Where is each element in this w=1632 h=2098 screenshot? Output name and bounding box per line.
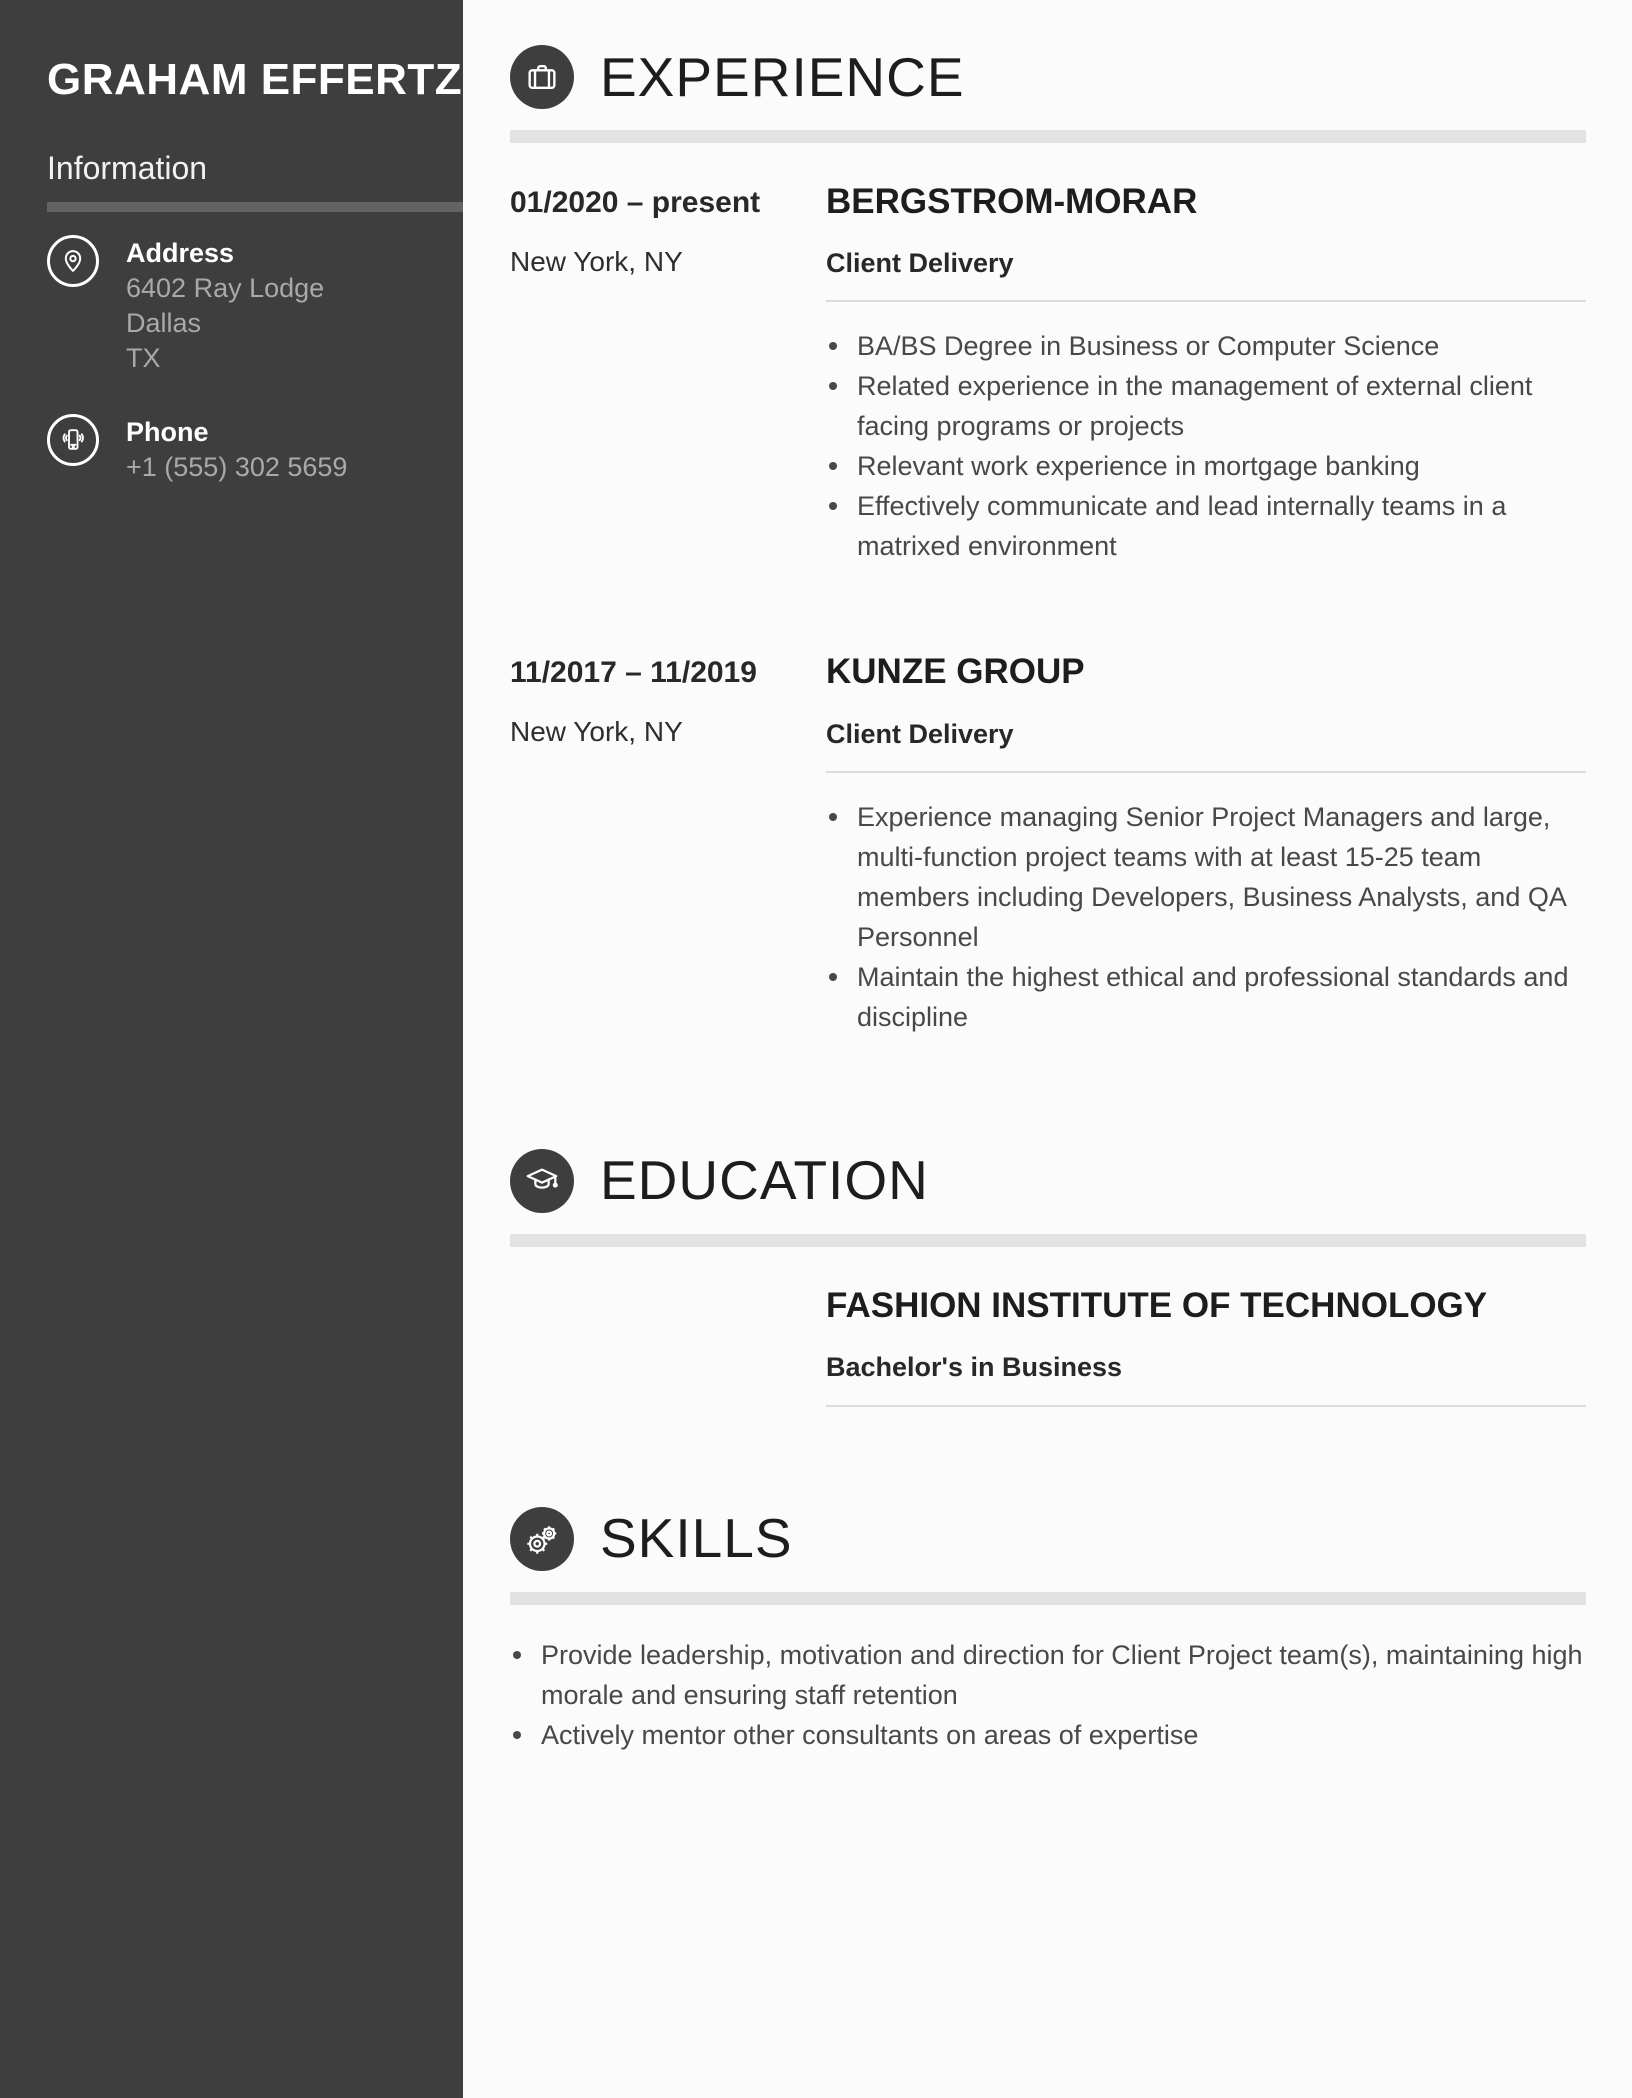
section-divider-bar bbox=[510, 1234, 1586, 1247]
contact-phone bbox=[47, 414, 463, 485]
briefcase-icon bbox=[510, 45, 574, 109]
location-pin-icon bbox=[47, 235, 99, 287]
section-divider-bar bbox=[510, 130, 1586, 143]
phone-icon bbox=[47, 414, 99, 466]
gears-icon bbox=[510, 1507, 574, 1571]
info-heading: Information bbox=[47, 150, 208, 187]
section-title-education: EDUCATION bbox=[600, 1149, 929, 1211]
bullet-item: Relevant work experience in mortgage banking bbox=[826, 446, 1586, 486]
contact-phone-text bbox=[126, 414, 347, 485]
section-education bbox=[510, 1149, 1586, 1407]
contact-line: TX bbox=[126, 343, 161, 374]
entry-body bbox=[826, 182, 1586, 566]
skills-header bbox=[510, 1507, 1586, 1571]
entry-body bbox=[826, 652, 1586, 1036]
entry-location: New York, NY bbox=[510, 716, 683, 748]
entry-date: 01/2020 – present bbox=[510, 186, 761, 219]
section-title-skills: SKILLS bbox=[600, 1507, 793, 1570]
graduation-cap-icon bbox=[510, 1149, 574, 1213]
contact-address bbox=[47, 235, 463, 376]
education-header bbox=[510, 1149, 1586, 1213]
bullet-item: Effectively communicate and lead internally teams in a matrixed environment bbox=[826, 486, 1586, 566]
bullet-item: Related experience in the management of external client facing programs or projects bbox=[826, 366, 1586, 446]
entry-meta bbox=[510, 1286, 826, 1407]
entry-bullet-list bbox=[826, 326, 1586, 566]
contact-line: 6402 Ray Lodge bbox=[126, 273, 325, 304]
section-experience bbox=[510, 45, 1586, 1037]
degree-name: Bachelor's in Business bbox=[826, 1351, 1123, 1382]
bullet-item: Provide leadership, motivation and direction for Client Project team(s), maintaining high morale and ensuring staff retention bbox=[510, 1635, 1586, 1715]
contact-line: +1 (555) 302 5659 bbox=[126, 452, 348, 483]
bullet-item: Actively mentor other consultants on areas of expertise bbox=[510, 1715, 1586, 1755]
contact-line: Dallas bbox=[126, 308, 202, 339]
bullet-item: Maintain the highest ethical and professional standards and discipline bbox=[826, 957, 1586, 1037]
entry-date: 11/2017 – 11/2019 bbox=[510, 656, 757, 690]
resume-main bbox=[463, 0, 1632, 2098]
entry-meta bbox=[510, 182, 826, 566]
experience-entry-2 bbox=[510, 652, 1586, 1036]
info-divider bbox=[47, 202, 463, 212]
section-divider-bar bbox=[510, 1592, 1586, 1605]
entry-divider bbox=[826, 300, 1586, 302]
contact-label: Phone bbox=[126, 417, 209, 448]
bullet-item: BA/BS Degree in Business or Computer Science bbox=[826, 326, 1586, 366]
entry-meta bbox=[510, 652, 826, 1036]
section-skills bbox=[510, 1507, 1586, 1755]
entry-divider bbox=[826, 1405, 1586, 1407]
school-name: FASHION INSTITUTE OF TECHNOLOGY bbox=[826, 1285, 1488, 1325]
candidate-name: GRAHAM EFFERTZ bbox=[47, 55, 463, 104]
sidebar bbox=[0, 0, 463, 2098]
experience-header bbox=[510, 45, 1586, 109]
skills-bullet-list bbox=[510, 1635, 1586, 1755]
entry-company: KUNZE GROUP bbox=[826, 652, 1085, 692]
entry-bullet-list bbox=[826, 797, 1586, 1037]
entry-company: BERGSTROM-MORAR bbox=[826, 182, 1198, 221]
contact-label: Address bbox=[126, 238, 235, 269]
contact-address-text bbox=[126, 235, 324, 376]
entry-role: Client Delivery bbox=[826, 718, 1014, 749]
education-entry bbox=[510, 1286, 1586, 1407]
entry-body bbox=[826, 1286, 1586, 1407]
entry-divider bbox=[826, 771, 1586, 773]
experience-entry-1 bbox=[510, 182, 1586, 566]
entry-location: New York, NY bbox=[510, 246, 683, 277]
bullet-item: Experience managing Senior Project Managers and large, multi-function project teams with at least 15-25 team members including Developers, Business Analysts, and QA Personnel bbox=[826, 797, 1586, 957]
entry-role: Client Delivery bbox=[826, 248, 1014, 279]
section-title-experience: EXPERIENCE bbox=[600, 45, 965, 108]
